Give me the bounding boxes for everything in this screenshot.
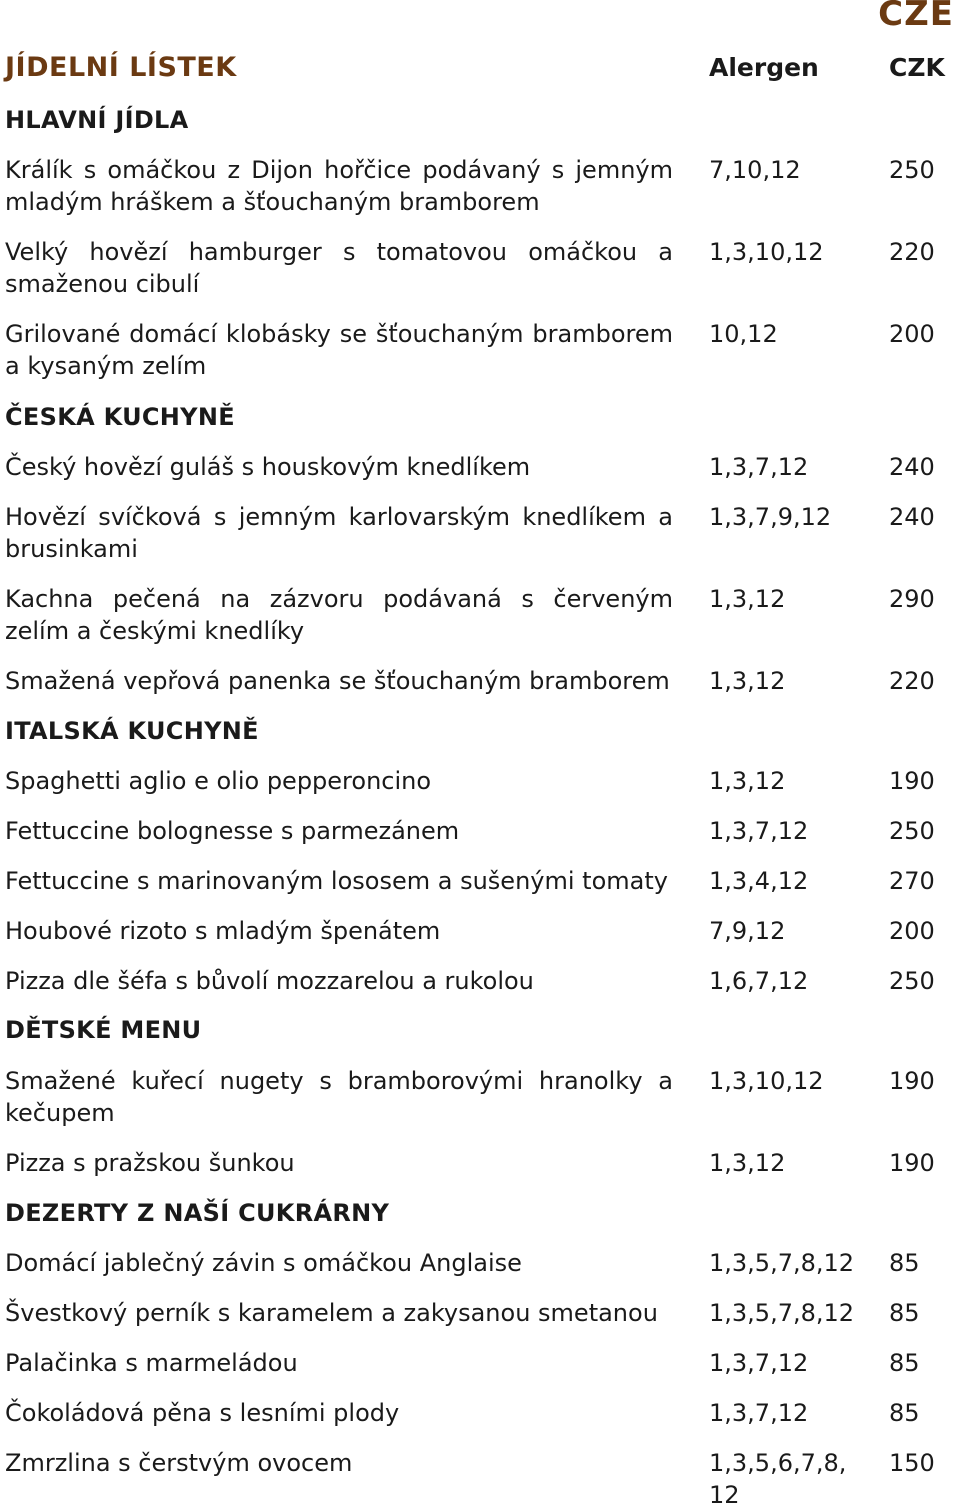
item-name: Kachna pečená na zázvoru podávaná s červeným zelím a českými knedlíky: [5, 585, 673, 645]
item-allergens: 10,12: [709, 320, 778, 348]
item-name: Švestkový perník s karamelem a zakysanou smetanou: [5, 1299, 658, 1327]
item-price: 150: [889, 1449, 935, 1477]
item-allergens: 1,3,12: [709, 1149, 786, 1177]
item-name: Fettuccine s marinovaným lososem a sušenými tomaty: [5, 867, 668, 895]
item-price: 270: [889, 867, 935, 895]
item-price: 250: [889, 967, 935, 995]
item-name: Fettuccine bolognesse s parmezánem: [5, 817, 460, 845]
allergen-column-header: Alergen: [709, 53, 819, 82]
item-name: Zmrzlina s čerstvým ovocem: [5, 1449, 353, 1477]
item-allergens: 1,3,5,7,8,12: [709, 1249, 855, 1277]
item-name: Smažené kuřecí nugety s bramborovými hranolky a kečupem: [5, 1067, 673, 1127]
item-price: 200: [889, 320, 935, 348]
item-price: 85: [889, 1399, 920, 1427]
item-allergens: 1,3,7,12: [709, 1349, 809, 1377]
item-allergens: 1,3,12: [709, 667, 786, 695]
item-name: Smažená vepřová panenka se šťouchaným bramborem: [5, 667, 670, 695]
item-price: 190: [889, 1149, 935, 1177]
item-price: 250: [889, 156, 935, 184]
item-name: Hovězí svíčková s jemným karlovarským knedlíkem a brusinkami: [5, 503, 673, 563]
item-name: Pizza dle šéfa s bůvolí mozzarelou a rukolou: [5, 967, 534, 995]
item-allergens: 1,3,7,12: [709, 453, 809, 481]
item-allergens: 1,3,7,12: [709, 817, 809, 845]
item-price: 85: [889, 1249, 920, 1277]
item-name: Pizza s pražskou šunkou: [5, 1149, 295, 1177]
item-allergens: 1,3,7,12: [709, 1399, 809, 1427]
language-label: CZE: [878, 0, 954, 34]
item-allergens: 7,10,12: [709, 156, 801, 184]
item-allergens: 1,3,10,12: [709, 238, 824, 266]
item-price: 85: [889, 1299, 920, 1327]
item-allergens: 1,3,12: [709, 585, 786, 613]
item-name: Velký hovězí hamburger s tomatovou omáčkou a smaženou cibulí: [5, 238, 673, 298]
item-allergens: 1,3,5,7,8,12: [709, 1299, 855, 1327]
item-price: 190: [889, 767, 935, 795]
item-allergens: 1,6,7,12: [709, 967, 809, 995]
item-name: Spaghetti aglio e olio pepperoncino: [5, 767, 432, 795]
item-price: 220: [889, 238, 935, 266]
menu-title: JÍDELNÍ LÍSTEK: [5, 52, 237, 83]
item-price: 250: [889, 817, 935, 845]
item-name: Domácí jablečný závin s omáčkou Anglaise: [5, 1249, 522, 1277]
item-name: Český hovězí guláš s houskovým knedlíkem: [5, 453, 531, 481]
price-column-header: CZK: [889, 53, 945, 82]
item-price: 240: [889, 453, 935, 481]
item-price: 290: [889, 585, 935, 613]
item-name: Králík s omáčkou z Dijon hořčice podávaný s jemným mladým hráškem a šťouchaným bramborem: [5, 156, 673, 216]
item-price: 220: [889, 667, 935, 695]
item-price: 200: [889, 917, 935, 945]
item-name: Čokoládová pěna s lesními plody: [5, 1399, 400, 1427]
item-name: Grilované domácí klobásky se šťouchaným bramborem a kysaným zelím: [5, 320, 673, 380]
item-allergens: 1,3,10,12: [709, 1067, 824, 1095]
item-price: 190: [889, 1067, 935, 1095]
item-price: 240: [889, 503, 935, 531]
item-allergens: 1,3,5,6,7,8, 12: [709, 1449, 847, 1509]
item-name: Palačinka s marmeládou: [5, 1349, 298, 1377]
item-allergens: 1,3,12: [709, 767, 786, 795]
item-name: Houbové rizoto s mladým špenátem: [5, 917, 441, 945]
item-price: 85: [889, 1349, 920, 1377]
item-allergens: 7,9,12: [709, 917, 786, 945]
item-allergens: 1,3,7,9,12: [709, 503, 832, 531]
item-allergens: 1,3,4,12: [709, 867, 809, 895]
